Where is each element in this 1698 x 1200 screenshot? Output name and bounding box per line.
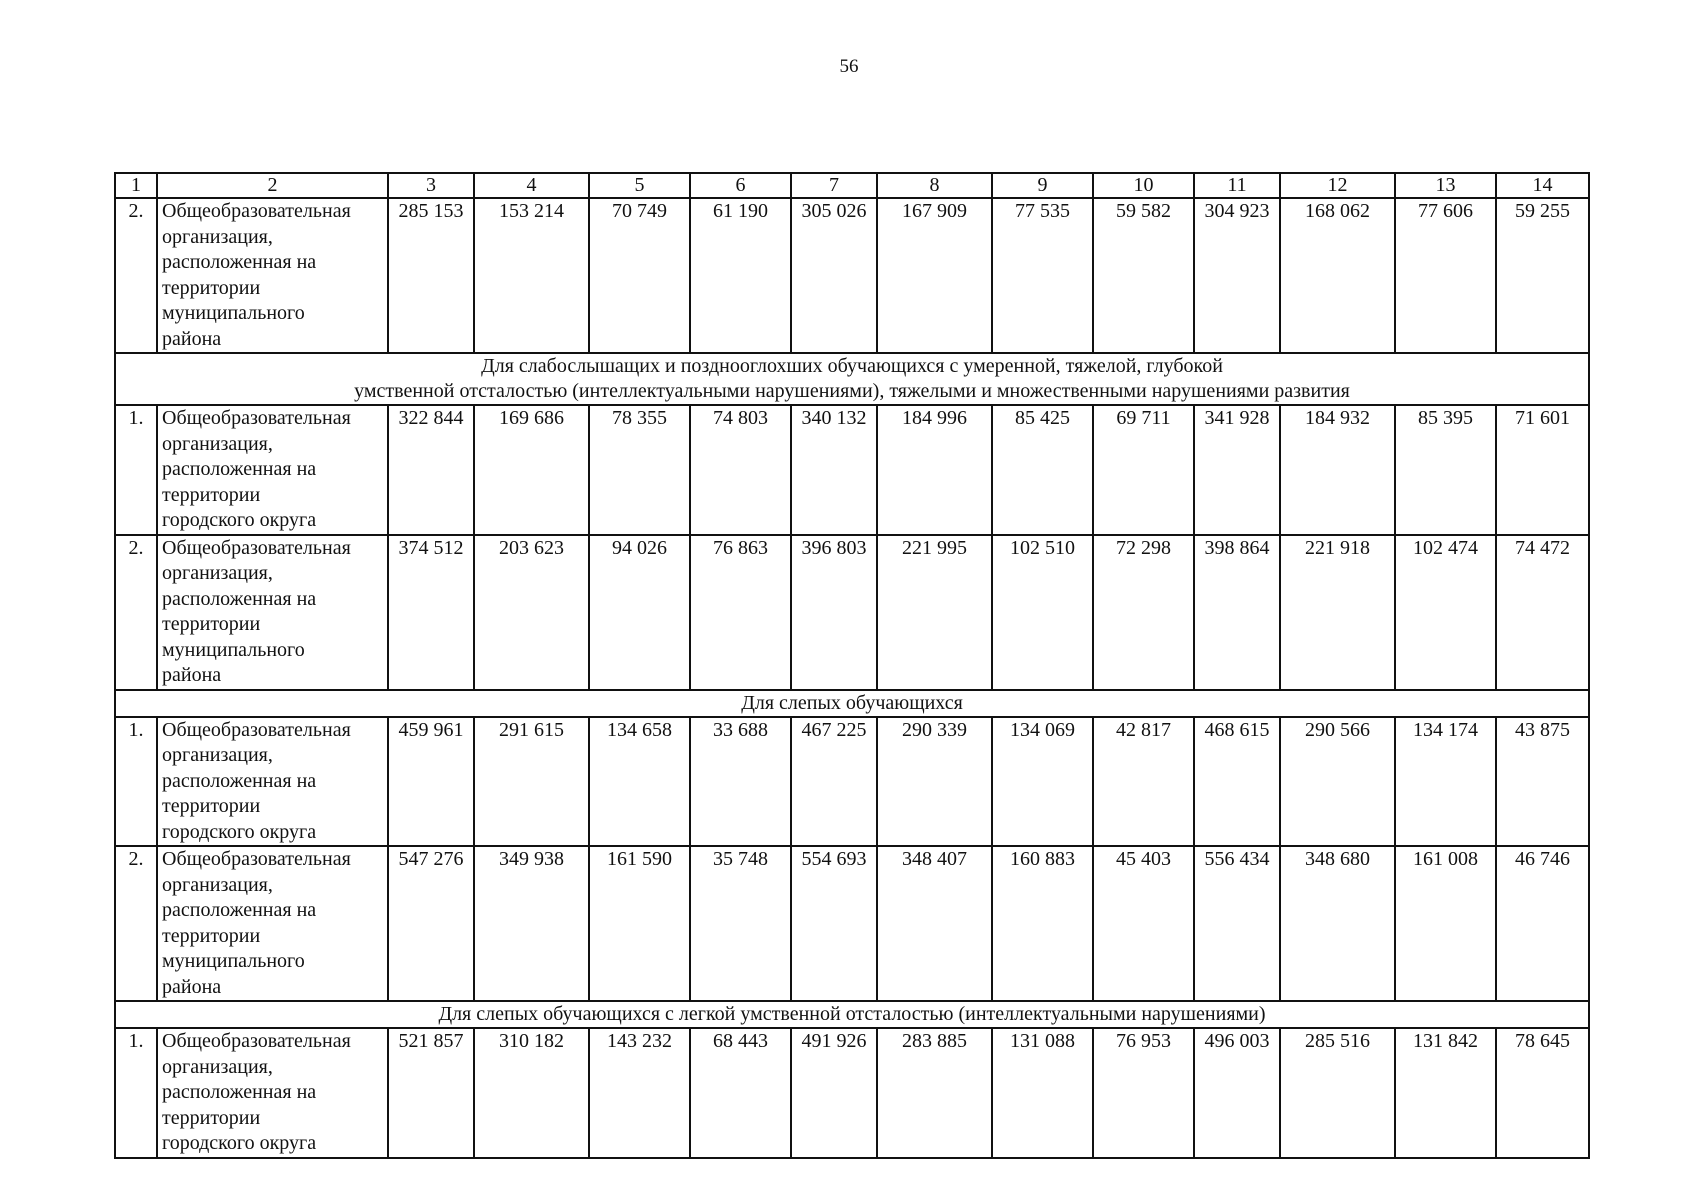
organization-name-line: организация,	[162, 873, 273, 896]
value-cell: 143 232	[589, 1028, 690, 1158]
table-row	[115, 198, 1589, 353]
value-cell: 496 003	[1194, 1028, 1280, 1158]
organization-name	[157, 535, 388, 690]
value-cell: 468 615	[1194, 717, 1280, 847]
value-cell: 305 026	[791, 198, 877, 353]
header-cell: 1	[115, 173, 157, 198]
value-cell: 221 995	[877, 535, 992, 690]
header-cell: 13	[1395, 173, 1496, 198]
header-cell: 3	[388, 173, 474, 198]
organization-name-line: Общеобразовательная	[162, 536, 351, 559]
section-heading-line: Для слабослышащих и позднооглохших обучающихся с умеренной, тяжелой, глубокой	[481, 355, 1223, 377]
organization-name-line: расположенная на	[162, 899, 317, 921]
section-row	[115, 353, 1589, 405]
value-cell: 554 693	[791, 846, 877, 1001]
section-heading	[115, 353, 1589, 405]
value-cell: 134 658	[589, 717, 690, 847]
header-cell: 2	[157, 173, 388, 198]
value-cell: 161 590	[589, 846, 690, 1001]
value-cell: 169 686	[474, 405, 589, 535]
value-cell: 221 918	[1280, 535, 1395, 690]
value-cell: 35 748	[690, 846, 791, 1001]
value-cell: 131 088	[992, 1028, 1093, 1158]
value-cell: 85 425	[992, 405, 1093, 535]
organization-name-line: Общеобразовательная	[162, 407, 351, 429]
value-cell: 283 885	[877, 1028, 992, 1158]
organization-name	[157, 846, 388, 1001]
value-cell: 102 510	[992, 535, 1093, 690]
organization-name-line: городского округа	[162, 1132, 317, 1154]
value-cell: 43 875	[1496, 717, 1589, 847]
section-row	[115, 1001, 1589, 1028]
value-cell: 94 026	[589, 535, 690, 690]
value-cell: 184 932	[1280, 405, 1395, 535]
value-cell: 102 474	[1395, 535, 1496, 690]
value-cell: 45 403	[1093, 846, 1194, 1001]
value-cell: 467 225	[791, 717, 877, 847]
value-cell: 69 711	[1093, 405, 1194, 535]
value-cell: 59 582	[1093, 198, 1194, 353]
section-heading	[115, 690, 1589, 717]
value-cell: 341 928	[1194, 405, 1280, 535]
organization-name-line: территории	[162, 613, 261, 635]
section-heading-line: Для слепых обучающихся	[741, 691, 963, 714]
value-cell: 131 842	[1395, 1028, 1496, 1158]
value-cell: 310 182	[474, 1028, 589, 1158]
value-cell: 396 803	[791, 535, 877, 690]
organization-name-line: муниципального	[162, 950, 305, 972]
header-cell: 14	[1496, 173, 1589, 198]
organization-name-line: муниципального	[162, 302, 305, 324]
table-row	[115, 405, 1589, 535]
organization-name-line: Общеобразовательная	[162, 1030, 351, 1052]
organization-name-line: территории	[162, 483, 261, 506]
value-cell: 291 615	[474, 717, 589, 847]
value-cell: 74 803	[690, 405, 791, 535]
header-cell: 12	[1280, 173, 1395, 198]
value-cell: 42 817	[1093, 717, 1194, 847]
value-cell: 340 132	[791, 405, 877, 535]
organization-name-line: расположенная на	[162, 458, 317, 480]
organization-name-line: организация,	[162, 432, 273, 455]
organization-name-line: территории	[162, 1106, 261, 1129]
organization-name-line: городского округа	[162, 820, 317, 843]
value-cell: 349 938	[474, 846, 589, 1001]
section-row	[115, 690, 1589, 717]
value-cell: 77 535	[992, 198, 1093, 353]
organization-name	[157, 405, 388, 535]
organization-name	[157, 717, 388, 847]
value-cell: 161 008	[1395, 846, 1496, 1001]
organization-name-line: района	[162, 664, 222, 686]
organization-name-line: организация,	[162, 225, 273, 248]
organization-name-line: района	[162, 327, 222, 350]
section-heading-line: умственной отсталостью (интеллектуальными нарушениями), тяжелыми и множественными нарушениями развития	[354, 380, 1350, 402]
value-cell: 61 190	[690, 198, 791, 353]
header-cell: 9	[992, 173, 1093, 198]
row-number: 2.	[115, 535, 157, 690]
header-cell: 11	[1194, 173, 1280, 198]
value-cell: 68 443	[690, 1028, 791, 1158]
organization-name-line: Общеобразовательная	[162, 718, 351, 741]
value-cell: 322 844	[388, 405, 474, 535]
organization-name	[157, 198, 388, 353]
value-cell: 134 174	[1395, 717, 1496, 847]
header-cell: 4	[474, 173, 589, 198]
value-cell: 547 276	[388, 846, 474, 1001]
value-cell: 59 255	[1496, 198, 1589, 353]
organization-name-line: расположенная на	[162, 1081, 317, 1103]
organization-name-line: расположенная на	[162, 251, 317, 273]
value-cell: 134 069	[992, 717, 1093, 847]
financing-table	[114, 172, 1590, 1159]
header-cell: 10	[1093, 173, 1194, 198]
value-cell: 285 516	[1280, 1028, 1395, 1158]
header-cell: 8	[877, 173, 992, 198]
value-cell: 285 153	[388, 198, 474, 353]
organization-name-line: организация,	[162, 562, 273, 584]
row-number: 1.	[115, 405, 157, 535]
value-cell: 491 926	[791, 1028, 877, 1158]
value-cell: 556 434	[1194, 846, 1280, 1001]
row-number: 1.	[115, 717, 157, 847]
value-cell: 46 746	[1496, 846, 1589, 1001]
value-cell: 348 407	[877, 846, 992, 1001]
value-cell: 184 996	[877, 405, 992, 535]
value-cell: 203 623	[474, 535, 589, 690]
table-row	[115, 846, 1589, 1001]
organization-name-line: расположенная на	[162, 769, 317, 792]
row-number: 2.	[115, 846, 157, 1001]
organization-name-line: муниципального	[162, 638, 305, 661]
row-number: 1.	[115, 1028, 157, 1158]
page-number: 56	[839, 56, 859, 77]
value-cell: 160 883	[992, 846, 1093, 1001]
organization-name-line: Общеобразовательная	[162, 200, 351, 222]
value-cell: 304 923	[1194, 198, 1280, 353]
value-cell: 78 355	[589, 405, 690, 535]
value-cell: 78 645	[1496, 1028, 1589, 1158]
table-header-row	[115, 173, 1589, 198]
value-cell: 459 961	[388, 717, 474, 847]
value-cell: 398 864	[1194, 535, 1280, 690]
section-heading-line: Для слепых обучающихся с легкой умственной отсталостью (интеллектуальными нарушениями)	[438, 1003, 1266, 1025]
organization-name-line: расположенная на	[162, 587, 317, 610]
section-heading	[115, 1001, 1589, 1028]
value-cell: 74 472	[1496, 535, 1589, 690]
table-row	[115, 535, 1589, 690]
row-number: 2.	[115, 198, 157, 353]
table-row	[115, 1028, 1589, 1158]
organization-name-line: района	[162, 975, 222, 998]
value-cell: 167 909	[877, 198, 992, 353]
value-cell: 72 298	[1093, 535, 1194, 690]
header-cell: 7	[791, 173, 877, 198]
value-cell: 348 680	[1280, 846, 1395, 1001]
value-cell: 168 062	[1280, 198, 1395, 353]
organization-name	[157, 1028, 388, 1158]
value-cell: 33 688	[690, 717, 791, 847]
header-cell: 5	[589, 173, 690, 198]
organization-name-line: Общеобразовательная	[162, 848, 351, 870]
value-cell: 71 601	[1496, 405, 1589, 535]
header-cell: 6	[690, 173, 791, 198]
value-cell: 374 512	[388, 535, 474, 690]
organization-name-line: территории	[162, 924, 261, 947]
value-cell: 290 339	[877, 717, 992, 847]
value-cell: 85 395	[1395, 405, 1496, 535]
value-cell: 76 953	[1093, 1028, 1194, 1158]
table-row	[115, 717, 1589, 847]
value-cell: 77 606	[1395, 198, 1496, 353]
value-cell: 153 214	[474, 198, 589, 353]
organization-name-line: территории	[162, 795, 261, 817]
value-cell: 521 857	[388, 1028, 474, 1158]
organization-name-line: организация,	[162, 744, 273, 766]
value-cell: 76 863	[690, 535, 791, 690]
organization-name-line: городского округа	[162, 509, 317, 531]
value-cell: 290 566	[1280, 717, 1395, 847]
value-cell: 70 749	[589, 198, 690, 353]
organization-name-line: территории	[162, 276, 261, 299]
organization-name-line: организация,	[162, 1055, 273, 1078]
